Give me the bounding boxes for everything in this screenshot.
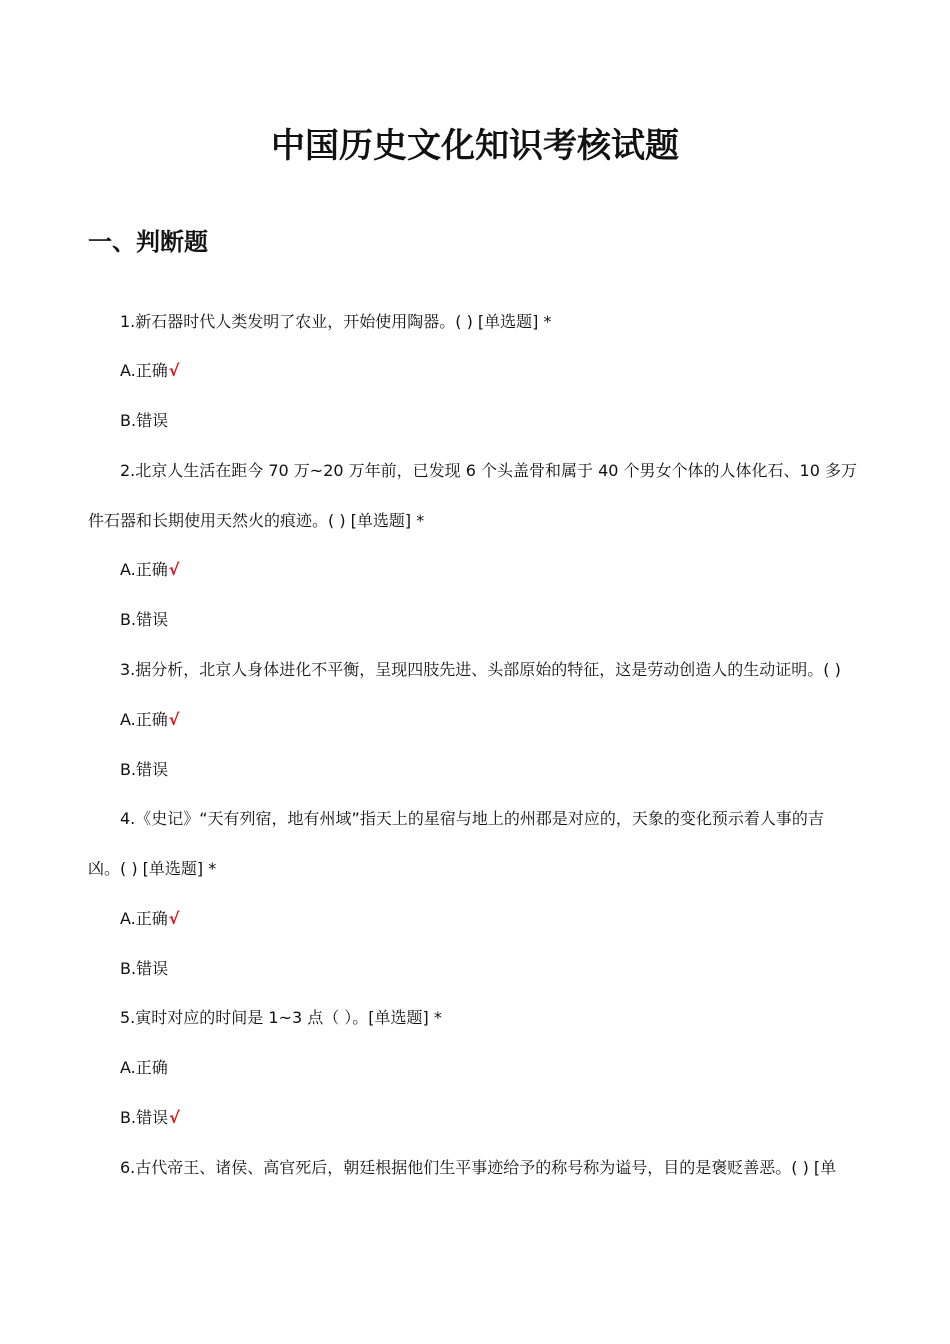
question-2-text-line-2: 件石器和长期使用天然火的痕迹。( ) [单选题] * (88, 511, 425, 530)
check-mark-icon: √ (169, 1108, 180, 1127)
question-3-option-b[interactable] (120, 758, 168, 782)
question-6-text: 6.古代帝王、诸侯、高官死后，朝廷根据他们生平事迹给予的称号称为谥号，目的是褒贬善恶。( ) [单 (120, 1158, 837, 1177)
check-mark-icon: √ (168, 710, 180, 729)
option-label: B.错误 (120, 760, 169, 779)
question-5-option-b[interactable] (120, 1106, 180, 1130)
question-2-option-a[interactable] (120, 558, 179, 582)
question-5-option-a[interactable] (120, 1056, 168, 1080)
page-title: 中国历史文化知识考核试题 (271, 126, 679, 166)
option-label: A.正确 (120, 909, 168, 928)
check-mark-icon: √ (168, 560, 180, 579)
check-mark-icon: √ (168, 361, 180, 380)
question-1-option-a[interactable] (120, 359, 179, 383)
question-5-text: 5.寅时对应的时间是 1~3 点（ ）。[单选题] * (120, 1008, 442, 1027)
question-4-text-line-1: 4.《史记》“天有列宿，地有州域”指天上的星宿与地上的州郡是对应的，天象的变化预示着人事的吉 (120, 809, 824, 828)
option-label: B.错误 (120, 610, 169, 629)
question-4-text-line-2: 凶。( ) [单选题] * (88, 859, 217, 878)
question-2-option-b[interactable] (120, 608, 168, 632)
option-label: B.错误 (120, 1108, 169, 1127)
question-4-option-b[interactable] (120, 957, 168, 981)
question-4-option-a[interactable] (120, 907, 179, 931)
option-label: A.正确 (120, 1058, 168, 1077)
question-1-option-b[interactable] (120, 409, 168, 433)
option-label: B.错误 (120, 411, 169, 430)
option-label: A.正确 (120, 560, 168, 579)
section-title: 一、判断题 (88, 228, 208, 256)
check-mark-icon: √ (168, 909, 180, 928)
option-label: B.错误 (120, 959, 169, 978)
option-label: A.正确 (120, 361, 168, 380)
option-label: A.正确 (120, 710, 168, 729)
question-3-text: 3.据分析，北京人身体进化不平衡，呈现四肢先进、头部原始的特征，这是劳动创造人的生动证明。( ) (120, 660, 841, 679)
question-2-text-line-1: 2.北京人生活在距今 70 万~20 万年前，已发现 6 个头盖骨和属于 40 个男女个体的人体化石、10 多万 (120, 461, 857, 480)
question-3-option-a[interactable] (120, 708, 179, 732)
question-1-text: 1.新石器时代人类发明了农业，开始使用陶器。( ) [单选题] * (120, 312, 552, 331)
